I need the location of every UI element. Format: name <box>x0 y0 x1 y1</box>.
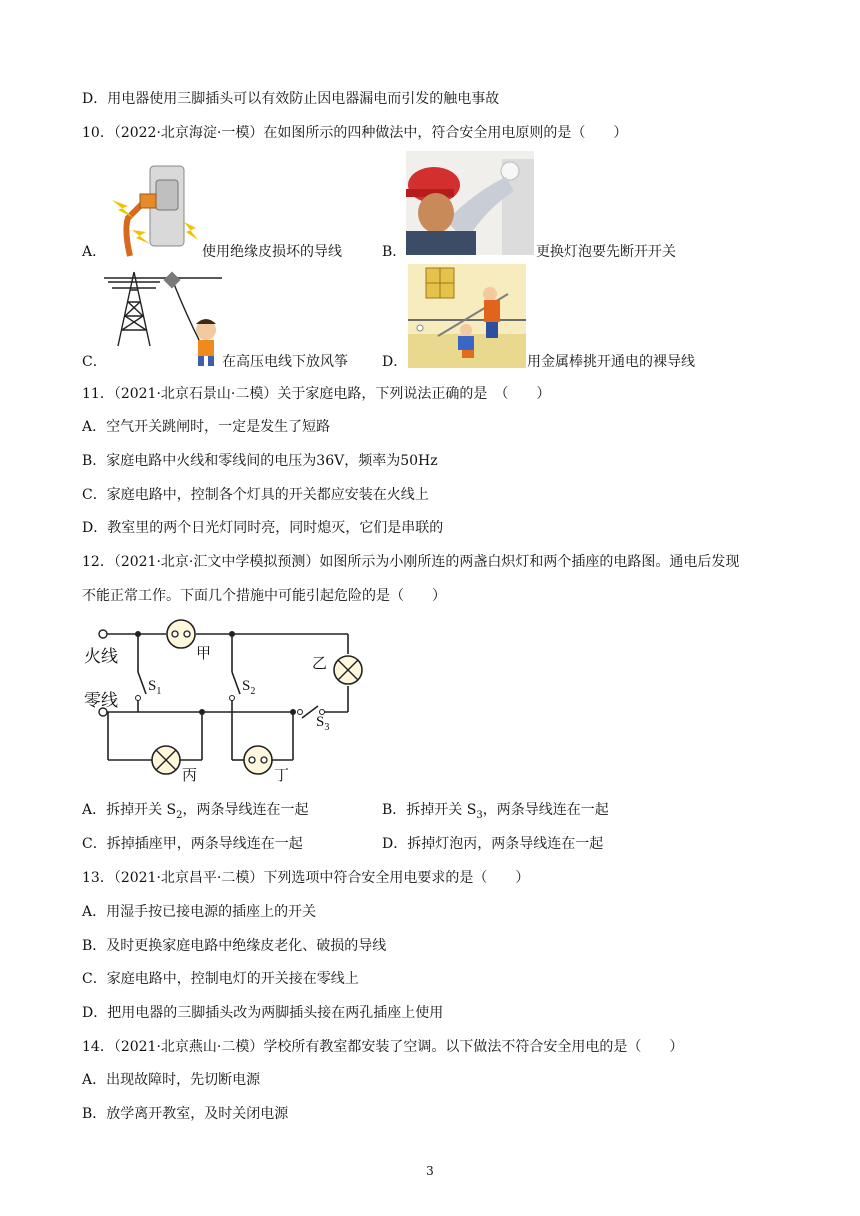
q13-option-c: C．家庭电路中，控制电灯的开关接在零线上 <box>82 971 359 987</box>
q12-option-b: B．拆掉开关 $S_3$，两条导线连在一起 <box>382 802 609 821</box>
q11-option-b: B．家庭电路中火线和零线间的电压为36V，频率为50Hz <box>82 453 438 469</box>
label-bing: 丙 <box>182 768 198 784</box>
q13-option-a: A．用湿手按已接电源的插座上的开关 <box>82 904 317 920</box>
label-s3: $S_3$ <box>316 714 330 733</box>
q13-option-d: D．把用电器的三脚插头改为两脚插头接在两孔插座上使用 <box>82 1005 444 1021</box>
label-s2: $S_2$ <box>242 678 256 697</box>
q14-option-a: A．出现故障时，先切断电源 <box>82 1072 261 1088</box>
q10-option-b-text: 更换灯泡要先断开开关 <box>536 244 676 260</box>
q14-option-b: B．放学离开教室，及时关闭电源 <box>82 1106 289 1122</box>
q12-option-c: C．拆掉插座甲，两条导线连在一起 <box>82 836 303 852</box>
label-s1: $S_1$ <box>148 678 162 697</box>
page-number: 3 <box>426 1164 434 1178</box>
q10-stem: 10．（2022·北京海淀·一模）在如图所示的四种做法中，符合安全用电原则的是（ ） <box>82 125 628 141</box>
label-neutral-wire: 零线 <box>84 691 118 710</box>
label-yi: 乙 <box>312 656 328 672</box>
q10-option-c-letter: C． <box>82 354 107 370</box>
q11-option-c: C．家庭电路中，控制各个灯具的开关都应安装在火线上 <box>82 487 429 503</box>
q11-option-d: D．教室里的两个日光灯同时亮，同时熄灭，它们是串联的 <box>82 520 444 536</box>
q10-option-c-text: 在高压电线下放风筝 <box>222 354 348 370</box>
q11-stem: 11．（2021·北京石景山·二模）关于家庭电路，下列说法正确的是 （ ） <box>82 386 551 402</box>
q10-option-a-text: 使用绝缘皮损坏的导线 <box>202 244 342 260</box>
q12-circuit-diagram <box>80 618 370 788</box>
label-jia: 甲 <box>196 646 212 662</box>
label-ding: 丁 <box>274 768 290 784</box>
q11-option-a: A．空气开关跳闸时，一定是发生了短路 <box>82 419 331 435</box>
q10-option-d-letter: D． <box>382 354 408 370</box>
q12-stem-line2: 不能正常工作。下面几个措施中可能引起危险的是（ ） <box>82 588 446 604</box>
q10-image-d-metal-rod <box>408 264 526 368</box>
q10-option-d-text: 用金属棒挑开通电的裸导线 <box>527 354 695 370</box>
q12-stem-line1: 12．（2021·北京·汇文中学模拟预测）如图所示为小刚所连的两盏白炽灯和两个插座的电路图。通电后发现 <box>82 554 740 570</box>
q9-option-d: D．用电器使用三脚插头可以有效防止因电器漏电而引发的触电事故 <box>82 91 500 107</box>
q12-option-a: A．拆掉开关 $S_2$，两条导线连在一起 <box>82 802 309 821</box>
q12-option-d: D．拆掉灯泡丙，两条导线连在一起 <box>382 836 604 852</box>
label-live-wire: 火线 <box>84 647 118 666</box>
q10-image-c-kite-power-lines <box>104 264 222 368</box>
q13-option-b: B．及时更换家庭电路中绝缘皮老化、破损的导线 <box>82 938 387 954</box>
q10-image-b-change-bulb <box>406 151 534 255</box>
q13-stem: 13．（2021·北京昌平·二模）下列选项中符合安全用电要求的是（ ） <box>82 870 530 886</box>
q10-image-a-damaged-wire <box>106 160 202 258</box>
q14-stem: 14．（2021·北京燕山·二模）学校所有教室都安装了空调。以下做法不符合安全用电的是（ ） <box>82 1039 684 1055</box>
q10-option-b-letter: B． <box>382 244 407 260</box>
q10-option-a-letter: A． <box>82 244 107 260</box>
